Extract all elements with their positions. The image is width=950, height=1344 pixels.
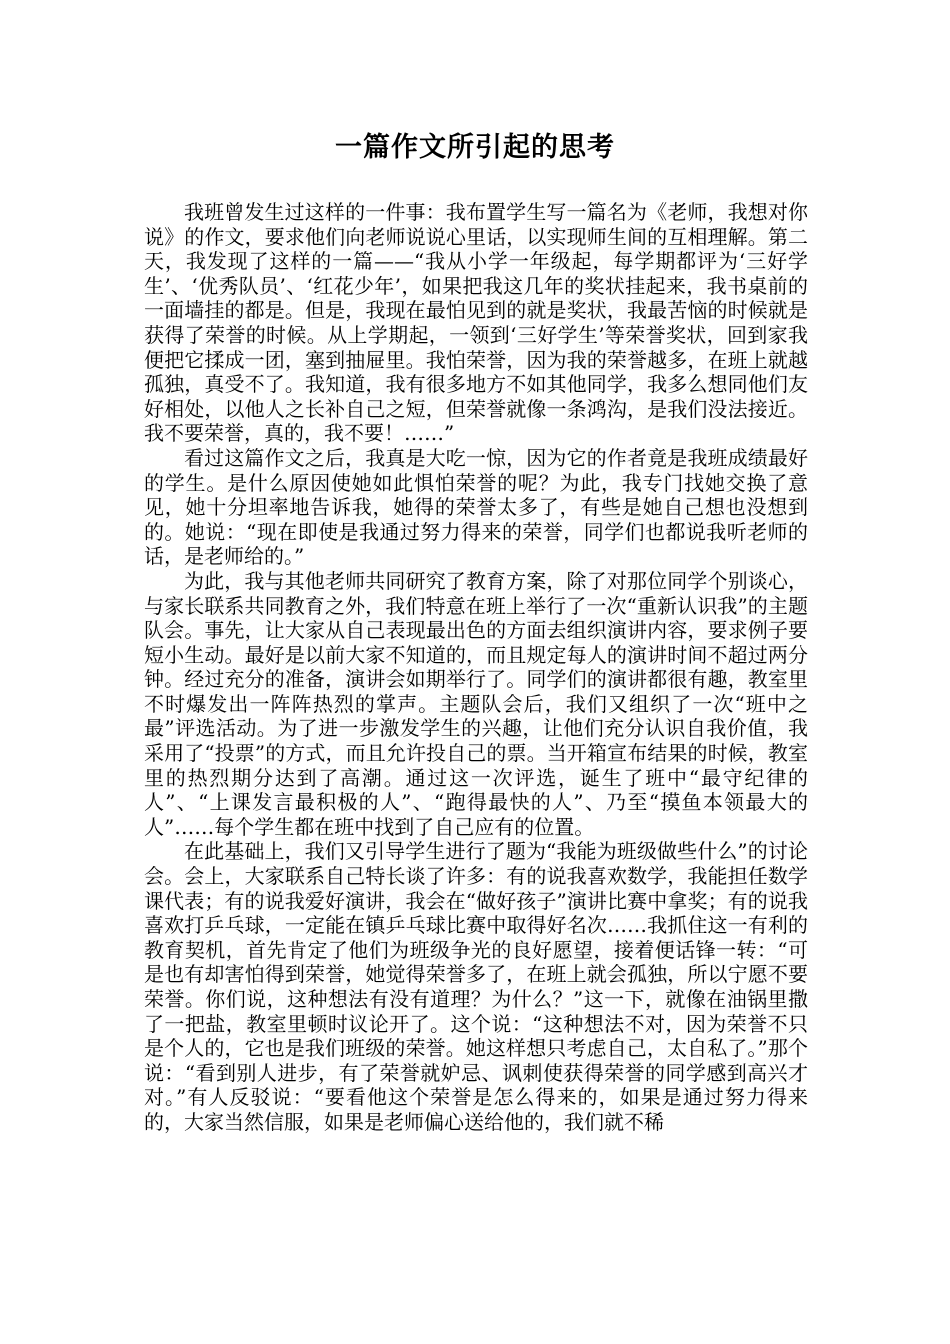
paragraph-3: 为此，我与其他老师共同研究了教育方案，除了对那位同学个别谈心，与家长联系共同教育之外，我们特意在班上举行了一次“重新认识我”的主题队会。事先，让大家从自己表现最出色的方面去组织演讲内容，要求例子要短小生动。最好是以前大家不知道的，而且规定每人的演讲时间不超过两分钟。经过充分的准备，演讲会如期举行了。同学们的演讲都很有趣，教室里不时爆发出一阵阵热烈的掌声。主题队会后，我们又组织了一次“班中之最”评选活动。为了进一步激发学生的兴趣，让他们充分认识自我价值，我采用了“投票”的方式，而且允许投自己的票。当开箱宣布结果的时候，教室里的热烈期分达到了高潮。通过这一次评选，诞生了班中“最守纪律的人”、“上课发言最积极的人”、“跑得最快的人”、乃至“摸鱼本领最大的人”……每个学生都在班中找到了自己应有的位置。 <box>144 568 808 839</box>
paragraph-1: 我班曾发生过这样的一件事：我布置学生写一篇名为《老师，我想对你说》的作文，要求他们向老师说说心里话，以实现师生间的互相理解。第二天，我发现了这样的一篇——“我从小学一年级起，每学期都评为‘三好学生’、‘优秀队员’、‘红花少年’，如果把我这几年的奖状挂起来，我书桌前的一面墙挂的都是。但是，我现在最怕见到的就是奖状，我最苦恼的时候就是获得了荣誉的时候。从上学期起，一领到‘三好学生’等荣誉奖状，回到家我便把它揉成一团，塞到抽屉里。我怕荣誉，因为我的荣誉越多，在班上就越孤独，真受不了。我知道，我有很多地方不如其他同学，我多么想同他们友好相处，以他人之长补自己之短，但荣誉就像一条鸿沟，是我们没法接近。我不要荣誉，真的，我不要！……” <box>144 200 808 446</box>
document-title: 一篇作文所引起的思考 <box>335 132 615 163</box>
paragraph-4: 在此基础上，我们又引导学生进行了题为“我能为班级做些什么”的讨论会。会上，大家联系自己特长谈了许多：有的说我喜欢数学，我能担任数学课代表；有的说我爱好演讲，我会在“做好孩子”演讲比赛中拿奖；有的说我喜欢打乒乓球，一定能在镇乒乓球比赛中取得好名次……我抓住这一有利的教育契机，首先肯定了他们为班级争光的良好愿望，接着便话锋一转：“可是也有却害怕得到荣誉，她觉得荣誉多了，在班上就会孤独，所以宁愿不要荣誉。你们说，这种想法有没有道理？为什么？”这一下，就像在油锅里撒了一把盐，教室里顿时议论开了。这个说：“这种想法不对，因为荣誉不只是个人的，它也是我们班级的荣誉。她这样想只考虑自己，太自私了。”那个说：“看到别人进步，有了荣誉就妒忌、讽刺使获得荣誉的同学感到高兴才对。”有人反驳说：“要看他这个荣誉是怎么得来的，如果是通过努力得来的，大家当然信服，如果是老师偏心送给他的，我们就不稀 <box>144 839 808 1134</box>
paragraph-2: 看过这篇作文之后，我真是大吃一惊，因为它的作者竟是我班成绩最好的学生。是什么原因使她如此惧怕荣誉的呢？为此，我专门找她交换了意见，她十分坦率地告诉我，她得的荣誉太多了，有些是她自己想也没想到的。她说：“现在即使是我通过努力得来的荣誉，同学们也都说我听老师的话，是老师给的。” <box>144 445 808 569</box>
document-body <box>144 200 808 1135</box>
